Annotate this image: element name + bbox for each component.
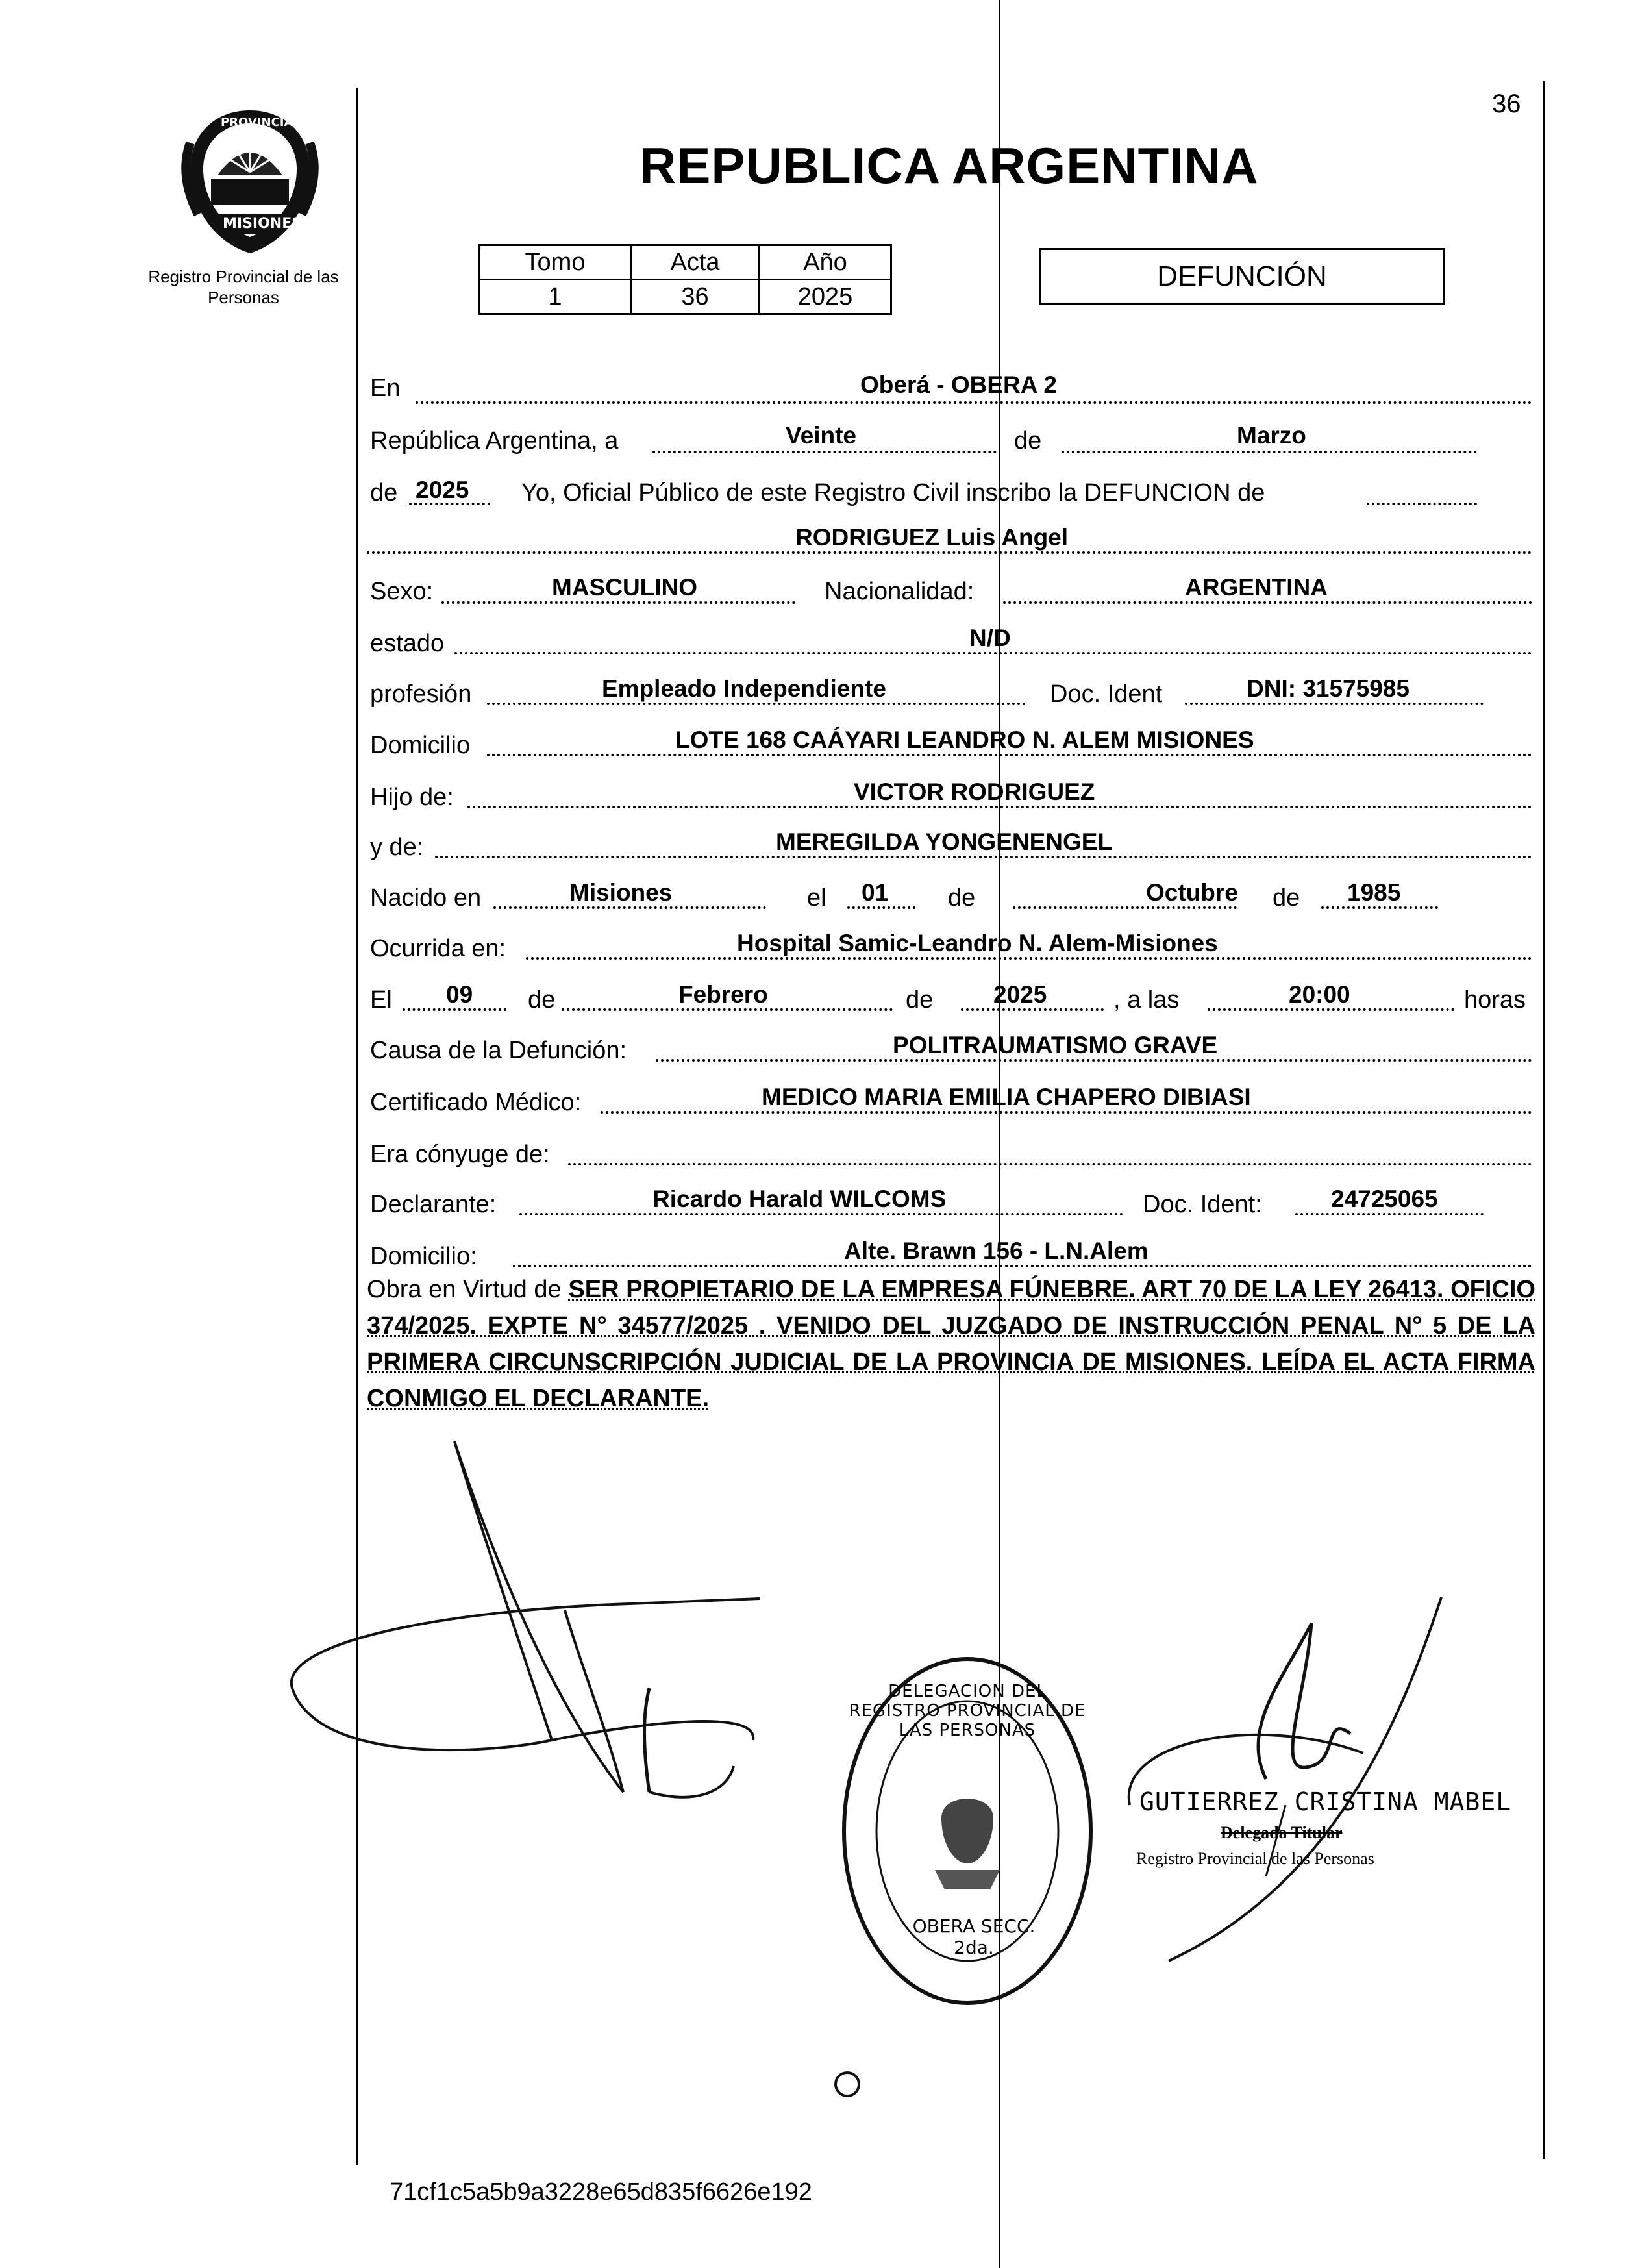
declarante-doc-value: 24725065 — [1331, 1186, 1438, 1212]
certificado-value: MEDICO MARIA EMILIA CHAPERO DIBIASI — [762, 1084, 1251, 1110]
circle-mark — [831, 2068, 863, 2100]
declarante-label: Declarante: — [370, 1191, 497, 1218]
hijo-label: Hijo de: — [370, 784, 454, 811]
row-profesion — [367, 673, 1535, 712]
obra-label: Obra en Virtud de — [367, 1276, 562, 1303]
nac-dia-value: 01 — [862, 879, 889, 906]
el-label: el — [807, 884, 826, 912]
row-inscribo — [367, 473, 1535, 512]
registro-table — [478, 244, 892, 315]
ocurrida-label: Ocurrida en: — [370, 935, 506, 962]
de6-label: de — [906, 986, 934, 1014]
row-sexo — [367, 571, 1535, 610]
acta-header: Acta — [631, 245, 760, 280]
doc2-label: Doc. Ident: — [1143, 1191, 1262, 1218]
obra-text: SER PROPIETARIO DE LA EMPRESA FÚNEBRE. ART 70 DE LA LEY 26413. OFICIO 374/2025. EXPTE N° 34577/2025 . VENIDO DEL JUZGADO DE INSTRUCCIÓN PENAL N° 5 DE LA PRIMERA CIRCUNSCRIPCIÓN JUDICIAL DE LA PROVINCIA DE MISIONES. LEÍDA EL ACTA FIRMA CONMIGO EL DECLARANTE. — [367, 1276, 1535, 1412]
declarante-value: Ricardo Harald WILCOMS — [652, 1186, 947, 1212]
left-margin-line — [356, 88, 358, 2165]
causa-label: Causa de la Defunción: — [370, 1037, 627, 1064]
sexo-value: MASCULINO — [552, 574, 698, 601]
acta-value: 36 — [631, 280, 760, 314]
def-mes-value: Febrero — [678, 981, 768, 1008]
doc-value: DNI: 31575985 — [1247, 675, 1410, 702]
conyuge-dotted-line — [568, 1133, 1532, 1165]
row-conyuge — [367, 1133, 1535, 1172]
estado-label: estado — [370, 630, 445, 657]
row-domicilio-declarante — [367, 1235, 1535, 1274]
de3-label: de — [948, 884, 976, 912]
nacionalidad-value: ARGENTINA — [1185, 574, 1328, 601]
logo-seal-bottom: MISIONES — [223, 216, 303, 232]
logo-caption: Registro Provincial de las Personas — [148, 267, 339, 307]
row-padre — [367, 776, 1535, 815]
domicilio2-label: Domicilio: — [370, 1243, 477, 1270]
declarante-domicilio-value: Alte. Brawn 156 - L.N.Alem — [844, 1238, 1149, 1264]
row-certificado — [367, 1081, 1535, 1120]
row-en — [367, 371, 1535, 410]
republica-label: República Argentina, a — [370, 427, 619, 455]
ocurrida-value: Hospital Samic-Leandro N. Alem-Misiones — [737, 930, 1218, 956]
dia-value: Veinte — [786, 422, 856, 449]
doc-label: Doc. Ident — [1050, 680, 1163, 708]
row-nacimiento — [367, 877, 1535, 916]
de4-label: de — [1273, 884, 1300, 912]
de5-label: de — [528, 986, 556, 1014]
def-dia-value: 09 — [446, 981, 473, 1008]
row-ocurrida — [367, 927, 1535, 966]
page-title: REPUBLICA ARGENTINA — [640, 137, 1259, 194]
domicilio-value: LOTE 168 CAÁYARI LEANDRO N. ALEM MISIONES — [675, 727, 1254, 753]
provincia-logo — [172, 104, 328, 260]
inscribo-dotted-line — [1367, 473, 1477, 505]
page-number: 36 — [1492, 90, 1521, 118]
de-label: de — [1014, 427, 1042, 455]
stamp-bottom: OBERA SECC. 2da. — [912, 1915, 1036, 1958]
logo-seal-top: PROVINCIA DE — [221, 116, 315, 129]
oficial-signature — [1091, 1571, 1454, 1974]
mes-value: Marzo — [1237, 422, 1306, 449]
row-causa — [367, 1029, 1535, 1068]
firma-organismo: Registro Provincial de las Personas — [1136, 1849, 1374, 1868]
de2-label: de — [370, 479, 398, 506]
firma-cargo: Delegada Titular — [1221, 1823, 1343, 1842]
row-domicilio — [367, 724, 1535, 763]
row-nombre — [367, 521, 1535, 560]
alas-label: , a las — [1113, 986, 1180, 1014]
def-hora-value: 20:00 — [1289, 981, 1350, 1008]
row-madre — [367, 826, 1535, 865]
nac-anio-value: 1985 — [1347, 879, 1401, 906]
anio-value: 2025 — [760, 280, 891, 314]
tipo-acta-box: DEFUNCIÓN — [1039, 248, 1445, 305]
nac-mes-value: Octubre — [1146, 879, 1238, 906]
certificado-label: Certificado Médico: — [370, 1089, 582, 1116]
right-margin-line — [1543, 81, 1545, 2159]
nacido-label: Nacido en — [370, 884, 482, 912]
def-anio-value: 2025 — [993, 981, 1047, 1008]
firma-nombre: GUTIERREZ CRISTINA MABEL — [1139, 1788, 1512, 1816]
tomo-value: 1 — [480, 280, 631, 314]
causa-value: POLITRAUMATISMO GRAVE — [893, 1032, 1218, 1058]
row-fecha-defuncion — [367, 978, 1535, 1017]
anio-value: 2025 — [416, 477, 469, 503]
sexo-label: Sexo: — [370, 578, 434, 605]
estado-value: N/D — [969, 625, 1011, 651]
en-value: Oberá - OBERA 2 — [860, 371, 1057, 398]
stamp-text: DELEGACION DEL REGISTRO PROVINCIAL DE LAS PERSONAS — [849, 1682, 1086, 1740]
madre-value: MEREGILDA YONGENENGEL — [776, 829, 1113, 855]
anio-header: Año — [760, 245, 891, 280]
declarante-signature — [279, 1428, 863, 1844]
el2-label: El — [370, 986, 392, 1014]
conyuge-label: Era cónyuge de: — [370, 1141, 550, 1168]
en-label: En — [370, 375, 401, 402]
row-fecha-acta — [367, 421, 1535, 460]
tomo-header: Tomo — [480, 245, 631, 280]
row-declarante — [367, 1183, 1535, 1222]
inscribo-text: Yo, Oficial Público de este Registro Civil inscribo la DEFUNCION de — [521, 479, 1265, 506]
row-estado — [367, 622, 1535, 661]
obra-en-virtud — [367, 1271, 1535, 1417]
nacido-value: Misiones — [569, 879, 673, 906]
document-hash: 71cf1c5a5b9a3228e65d835f6626e192 — [390, 2178, 812, 2206]
profesion-value: Empleado Independiente — [602, 675, 886, 702]
horas-label: horas — [1464, 986, 1526, 1014]
nacionalidad-label: Nacionalidad: — [825, 578, 975, 605]
nombre-value: RODRIGUEZ Luis Angel — [795, 524, 1069, 551]
yde-label: y de: — [370, 834, 424, 861]
domicilio-label: Domicilio — [370, 732, 471, 759]
padre-value: VICTOR RODRIGUEZ — [854, 779, 1095, 805]
profesion-label: profesión — [370, 680, 472, 708]
